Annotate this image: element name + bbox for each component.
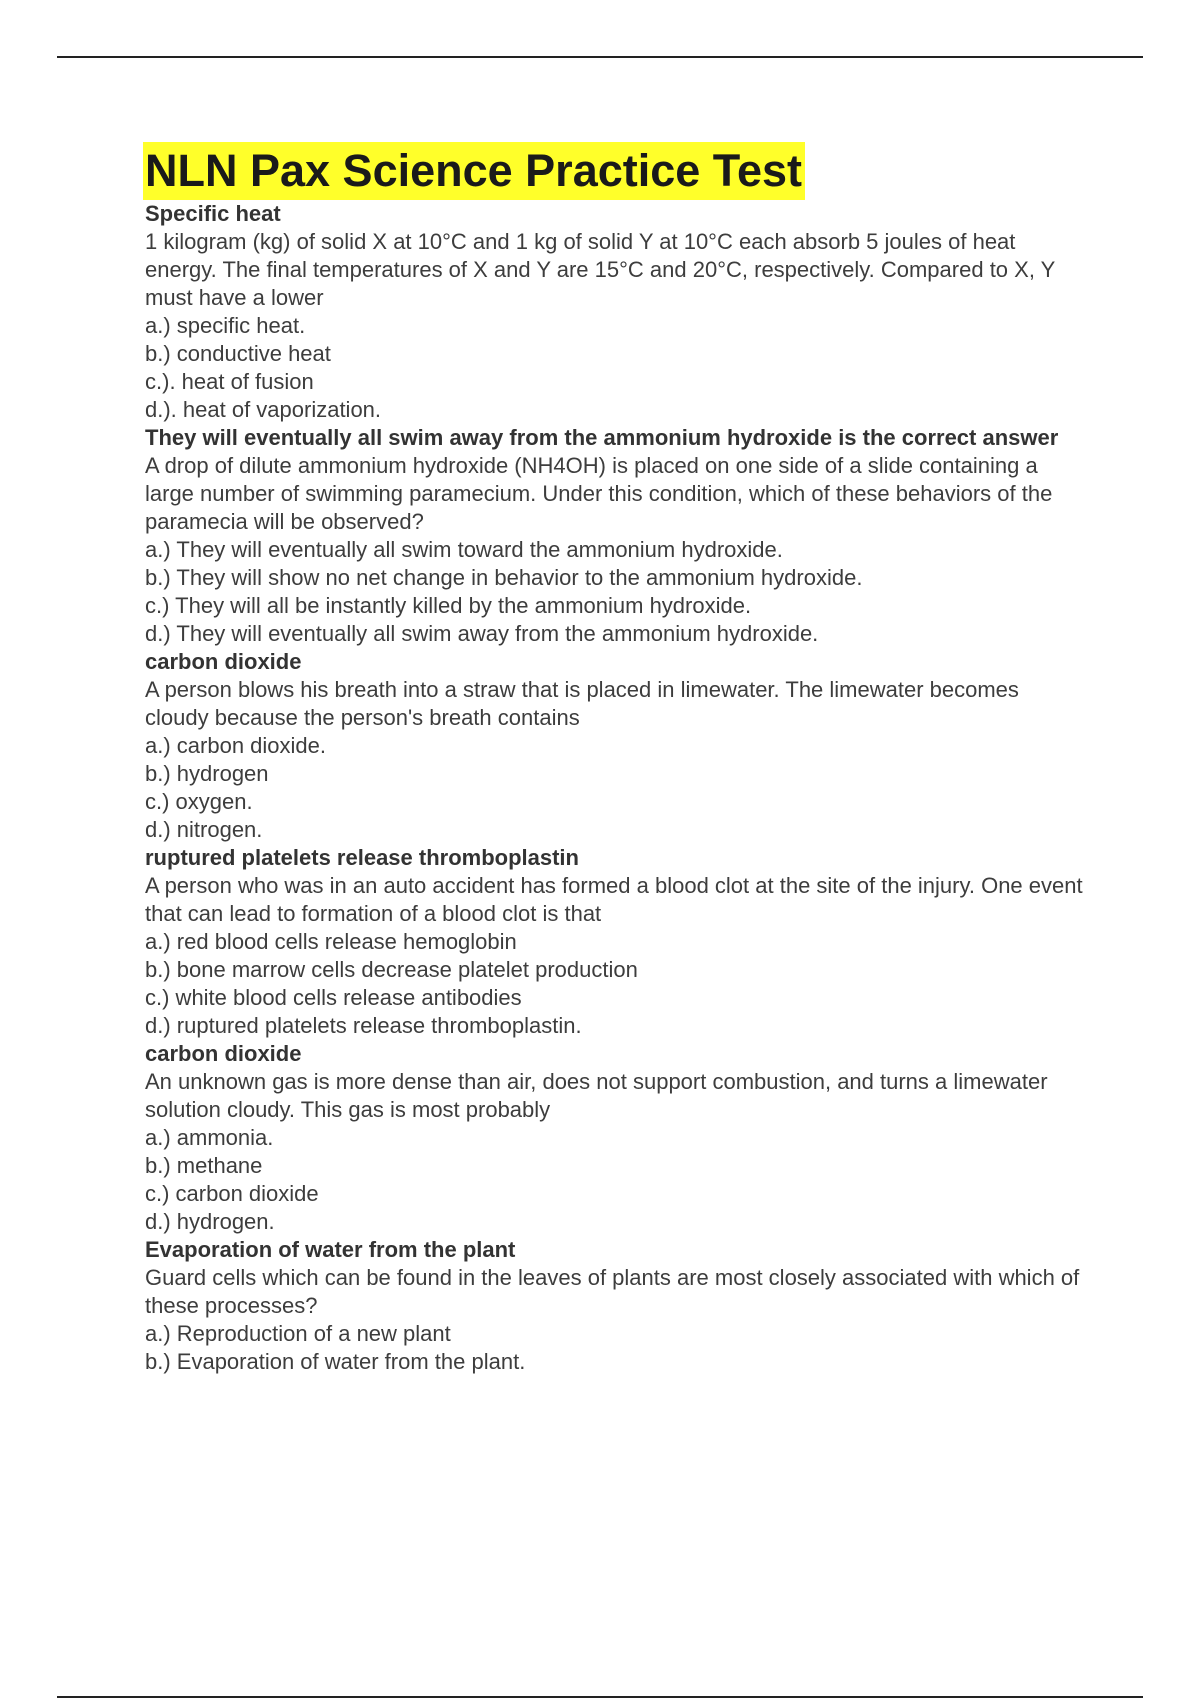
- answer-option: c.) oxygen.: [145, 789, 253, 814]
- document-body: [145, 142, 1085, 1376]
- answer-option: d.) nitrogen.: [145, 817, 263, 842]
- answer-option: a.) specific heat.: [145, 313, 306, 338]
- answer-option: c.) carbon dioxide: [145, 1181, 319, 1206]
- answer-option: b.) Evaporation of water from the plant.: [145, 1349, 526, 1374]
- answer-option: d.) hydrogen.: [145, 1209, 275, 1234]
- answer-option: b.) hydrogen: [145, 761, 269, 786]
- answer-option: b.) They will show no net change in behavior to the ammonium hydroxide.: [145, 565, 863, 590]
- question-prompt: Guard cells which can be found in the leaves of plants are most closely associated with which of these processes?: [145, 1265, 1080, 1318]
- answer-option: c.). heat of fusion: [145, 369, 314, 394]
- question-prompt: 1 kilogram (kg) of solid X at 10°C and 1 kg of solid Y at 10°C each absorb 5 joules of heat energy. The final temperatures of X and Y are 15°C and 20°C, respectively. Compared to X, Y must have a lower: [145, 229, 1055, 310]
- question-answer: Evaporation of water from the plant: [145, 1237, 516, 1262]
- answer-option: c.) They will all be instantly killed by the ammonium hydroxide.: [145, 593, 752, 618]
- bottom-rule: [57, 1696, 1143, 1698]
- answer-option: b.) bone marrow cells decrease platelet production: [145, 957, 638, 982]
- answer-option: b.) methane: [145, 1153, 263, 1178]
- question-block: [145, 200, 1085, 424]
- question-answer: ruptured platelets release thromboplastin: [145, 845, 579, 870]
- question-block: [145, 648, 1085, 844]
- question-prompt: A person who was in an auto accident has formed a blood clot at the site of the injury. One event that can lead to formation of a blood clot is that: [145, 873, 1083, 926]
- question-block: [145, 1236, 1085, 1376]
- question-block: [145, 844, 1085, 1040]
- question-prompt: An unknown gas is more dense than air, does not support combustion, and turns a limewater solution cloudy. This gas is most probably: [145, 1069, 1048, 1122]
- answer-option: a.) ammonia.: [145, 1125, 274, 1150]
- answer-option: a.) Reproduction of a new plant: [145, 1321, 451, 1346]
- page-title: NLN Pax Science Practice Test: [143, 142, 805, 200]
- answer-option: b.) conductive heat: [145, 341, 331, 366]
- question-answer: Specific heat: [145, 201, 281, 226]
- answer-option: a.) red blood cells release hemoglobin: [145, 929, 517, 954]
- answer-option: c.) white blood cells release antibodies: [145, 985, 522, 1010]
- answer-option: d.). heat of vaporization.: [145, 397, 382, 422]
- question-block: [145, 1040, 1085, 1236]
- answer-option: d.) ruptured platelets release thromboplastin.: [145, 1013, 582, 1038]
- question-prompt: A person blows his breath into a straw that is placed in limewater. The limewater becomes cloudy because the person's breath contains: [145, 677, 1019, 730]
- answer-option: a.) carbon dioxide.: [145, 733, 326, 758]
- question-block: [145, 424, 1085, 648]
- question-answer: carbon dioxide: [145, 649, 302, 674]
- answer-option: a.) They will eventually all swim toward the ammonium hydroxide.: [145, 537, 783, 562]
- question-answer: They will eventually all swim away from the ammonium hydroxide is the correct answer: [145, 425, 1059, 450]
- top-rule: [57, 56, 1143, 58]
- question-answer: carbon dioxide: [145, 1041, 302, 1066]
- answer-option: d.) They will eventually all swim away from the ammonium hydroxide.: [145, 621, 819, 646]
- question-prompt: A drop of dilute ammonium hydroxide (NH4OH) is placed on one side of a slide containing a large number of swimming paramecium. Under this condition, which of these behaviors of the paramecia will be observed?: [145, 453, 1053, 534]
